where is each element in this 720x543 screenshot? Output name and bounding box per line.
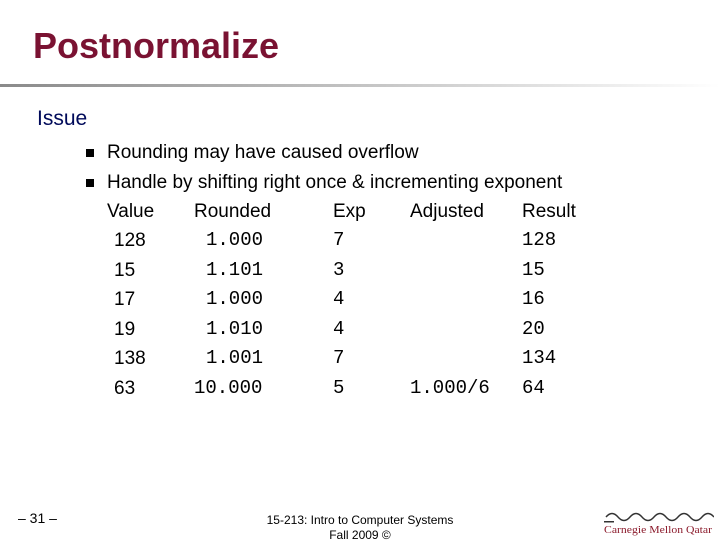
cell-value: 15 (114, 260, 136, 281)
cell-exp: 4 (333, 318, 345, 340)
course-footer (225, 513, 495, 543)
cell-rounded: 1.001 (206, 347, 264, 369)
arabic-script-mark (606, 514, 714, 521)
cell-result: 64 (522, 377, 545, 399)
cell-rounded: 10.000 (194, 377, 263, 399)
cell-exp: 3 (333, 259, 345, 281)
bullet-text: Rounding may have caused overflow (107, 142, 419, 163)
section-heading: Issue (37, 107, 88, 130)
cell-result: 15 (522, 259, 545, 281)
header-value: Value (107, 201, 155, 222)
cell-value: 63 (114, 378, 136, 399)
carnegie-mellon-qatar-logo (602, 508, 714, 536)
cell-value: 17 (114, 289, 136, 310)
cell-exp: 7 (333, 229, 345, 251)
bullet-text: Handle by shifting right once & incrementing exponent (107, 172, 563, 193)
slide-title: Postnormalize (33, 25, 280, 66)
square-bullet-icon (86, 149, 94, 157)
cell-rounded: 1.000 (206, 288, 264, 310)
course-term: Fall 2009 © (329, 528, 391, 542)
cell-exp: 4 (333, 288, 345, 310)
cell-result: 128 (522, 229, 557, 251)
square-bullet-icon (86, 179, 94, 187)
cell-result: 134 (522, 347, 557, 369)
cell-value: 128 (114, 230, 146, 251)
cell-rounded: 1.010 (206, 318, 264, 340)
cell-exp: 5 (333, 377, 345, 399)
logo-mark (604, 521, 614, 523)
logo-text: Carnegie Mellon Qatar (604, 524, 713, 536)
cell-rounded: 1.101 (206, 259, 264, 281)
cell-value: 19 (114, 319, 136, 340)
cell-rounded: 1.000 (206, 229, 264, 251)
title-divider (0, 84, 720, 87)
header-adjusted: Adjusted (410, 201, 484, 222)
header-result: Result (522, 201, 576, 222)
cell-value: 138 (114, 348, 146, 369)
header-exp: Exp (333, 201, 366, 222)
page-number: – 31 – (18, 510, 57, 526)
header-rounded: Rounded (194, 201, 272, 222)
course-title: 15-213: Intro to Computer Systems (266, 513, 454, 527)
cell-result: 16 (522, 288, 545, 310)
cell-exp: 7 (333, 347, 345, 369)
cell-result: 20 (522, 318, 545, 340)
cell-adjusted: 1.000/6 (410, 377, 490, 399)
